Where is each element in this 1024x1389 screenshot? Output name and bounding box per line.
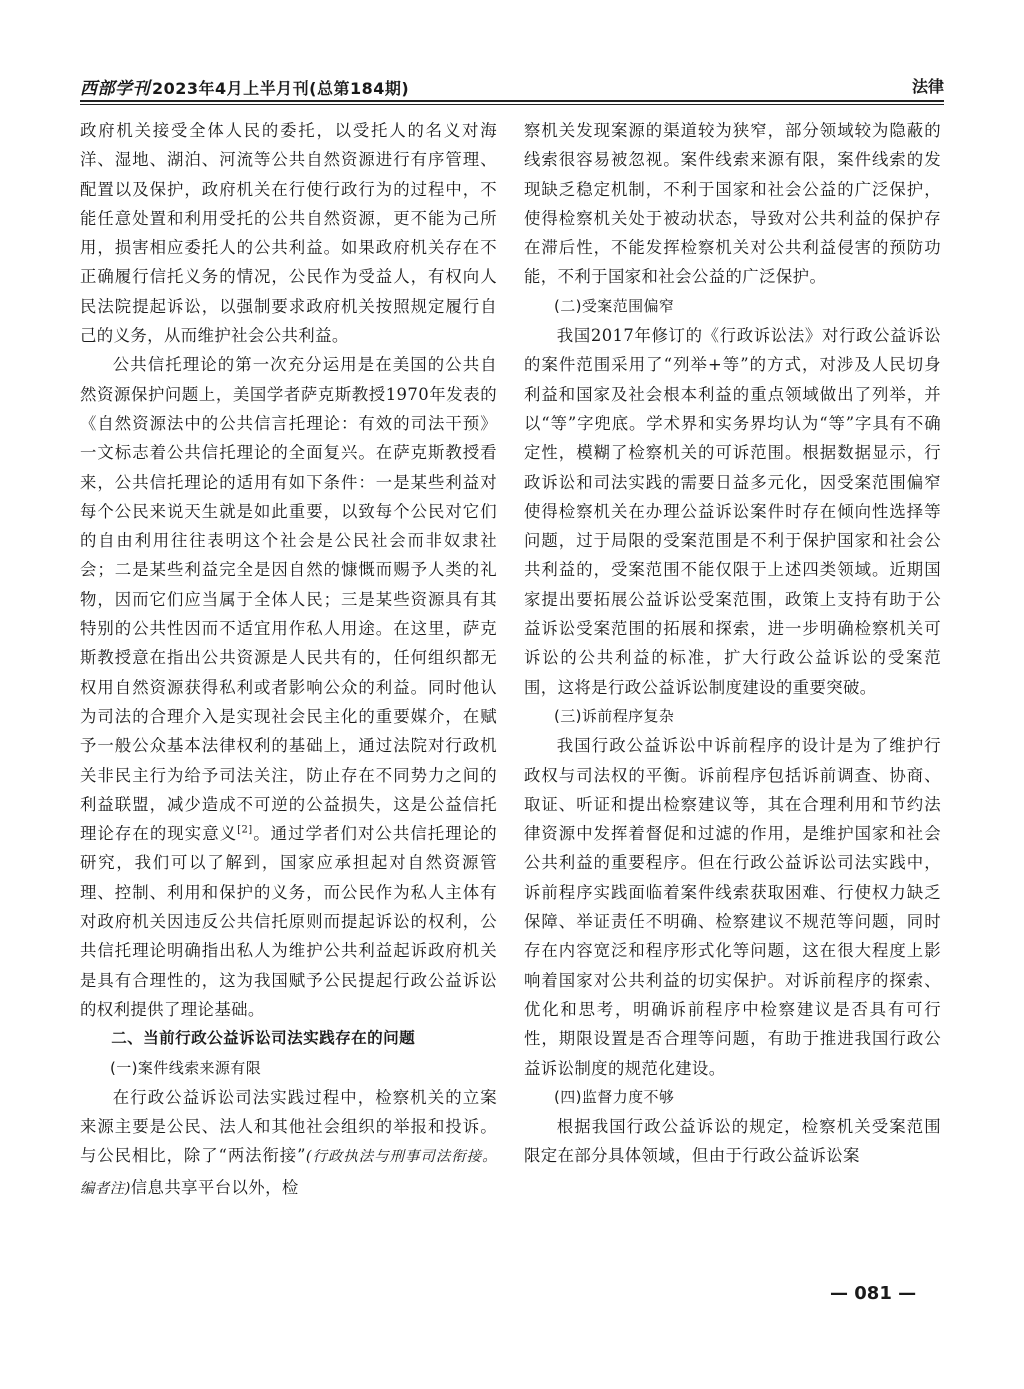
journal-issue — [80, 74, 409, 99]
paragraph-text: 公共信托理论的第一次充分运用是在美国的公共自然资源保护问题上，美国学者萨克斯教授1970年发表的《自然资源法中的公共信言托理论：有效的司法干预》一文标志着公共信托理论的全面复兴。在萨克斯教授看来，公共信托理论的适用有如下条件：一是某些利益对每个公民来说天生就是如此重要，以致每个公民对它们的自由利用往往表明这个社会是公民社会而非奴隶社会；二是某些利益完全是因自然的慷慨而赐予人类的礼物，因而它们应当属于全体人民；三是某些资源具有其特别的公共性因而不适宜用作私人用途。在这里，萨克斯教授意在指出公共资源是人民共有的，任何组织都无权用自然资源获得私利或者影响公众的利益。同时他认为司法的合理介入是实现社会民主化的重要媒介，在赋予一般公众基本法律权利的基础上，通过法院对行政机关非民主行为给予司法关注，防止存在不同势力之间的利益联盟，减少造成不可逆的公益损失，这是公益信托理论存在的现实意义 — [80, 355, 497, 844]
paragraph: 政府机关接受全体人民的委托，以受托人的名义对海洋、湿地、湖泊、河流等公共自然资源进行有序管理、配置以及保护，政府机关在行使行政行为的过程中，不能任意处置和利用受托的公共自然资源，更不能为己所用，损害相应委托人的公共利益。如果政府机关存在不正确履行信托义务的情况，公民作为受益人，有权向人民法院提起诉讼，以强制要求政府机关按照规定履行自己的义务，从而维护社会公共利益。 — [80, 121, 497, 346]
paragraph: 根据我国行政公益诉讼的规定，检察机关受案范围限定在部分具体领域，但由于行政公益诉讼案 — [524, 1117, 941, 1166]
journal-logo: 西部学刊 — [80, 79, 150, 99]
paragraph: 察机关发现案源的渠道较为狭窄，部分领域较为隐蔽的线索很容易被忽视。案件线索来源有限，案件线索的发现缺乏稳定机制，不利于国家和社会公益的广泛保护，使得检察机关处于被动状态，导致对公共利益的保护存在滞后性，不能发挥检察机关对公共利益侵害的预防功能，不利于国家和社会公益的广泛保护。 — [524, 121, 941, 287]
subsection-heading: (二)受案范围偏窄 — [554, 296, 675, 315]
section-category: 法律 — [911, 77, 944, 96]
header-rule-thin — [80, 104, 944, 105]
left-column — [80, 116, 497, 1204]
header-rule — [80, 100, 944, 102]
subsection-heading: (一)案件线索来源有限 — [110, 1058, 262, 1077]
journal-issue-text: 2023年4月上半月刊(总第184期) — [152, 79, 410, 98]
subsection-heading: (三)诉前程序复杂 — [554, 706, 675, 725]
page-number: — 081 — — [830, 1283, 917, 1304]
section-heading: 二、当前行政公益诉讼司法实践存在的问题 — [111, 1029, 416, 1048]
right-column — [524, 116, 941, 1171]
editor-note: (行政执法与刑事司法衔接。编者注) — [80, 1149, 498, 1197]
paragraph: 我国2017年修订的《行政诉讼法》对行政公益诉讼的案件范围采用了“列举+等”的方式，对涉及人民切身利益和国家及社会根本利益的重点领域做出了列举，并以“等”字兜底。学术界和实务界均认为“等”字具有不确定性，模糊了检察机关的可诉范围。根据数据显示，行政诉讼和司法实践的需要日益多元化，因受案范围偏窄使得检察机关在办理公益诉讼案件时存在倾向性选择等问题，过于局限的受案范围是不利于保护国家和社会公共利益的，受案范围不能仅限于上述四类领域。近期国家提出要拓展公益诉讼受案范围，政策上支持有助于公益诉讼受案范围的拓展和探索，进一步明确检察机关可诉讼的公共利益的标准，扩大行政公益诉讼的受案范围，这将是行政公益诉讼制度建设的重要突破。 — [524, 326, 941, 697]
paragraph-case-source — [80, 1083, 497, 1204]
running-header — [80, 70, 944, 100]
paragraph: 我国行政公益诉讼中诉前程序的设计是为了维护行政权与司法权的平衡。诉前程序包括诉前调查、协商、取证、听证和提出检察建议等，其在合理利用和节约法律资源中发挥着督促和过滤的作用，是维护国家和社会公共利益的重要程序。但在行政公益诉讼司法实践中，诉前程序实践面临着案件线索获取困难、行使权力缺乏保障、举证责任不明确、检察建议不规范等问题，同时存在内容宽泛和程序形式化等问题，这在很大程度上影响着国家对公共利益的切实保护。对诉前程序的探索、优化和思考，明确诉前程序中检察建议是否具有可行性，期限设置是否合理等问题，有助于推进我国行政公益诉讼制度的规范化建设。 — [524, 736, 941, 1078]
subsection-heading: (四)监督力度不够 — [554, 1087, 675, 1106]
paragraph-text: 。通过学者们对公共信托理论的研究，我们可以了解到，国家应承担起对自然资源管理、控制、利用和保护的义务，而公民作为私人主体有对政府机关因违反公共信托原则而提起诉讼的权利，公共信托理论明确指出私人为维护公共利益起诉政府机关是具有合理性的，这为我国赋予公民提起行政公益诉讼的权利提供了理论基础。 — [80, 824, 497, 1019]
paragraph-public-trust — [80, 350, 497, 1024]
paragraph-text: 在行政公益诉讼司法实践过程中，检察机关的立案来源主要是公民、法人和其他社会组织的举报和投诉。与公民相比，除了“两法衔接” — [80, 1087, 497, 1166]
citation: [2] — [237, 824, 253, 836]
paragraph-text: 信息共享平台以外，检 — [130, 1177, 299, 1197]
